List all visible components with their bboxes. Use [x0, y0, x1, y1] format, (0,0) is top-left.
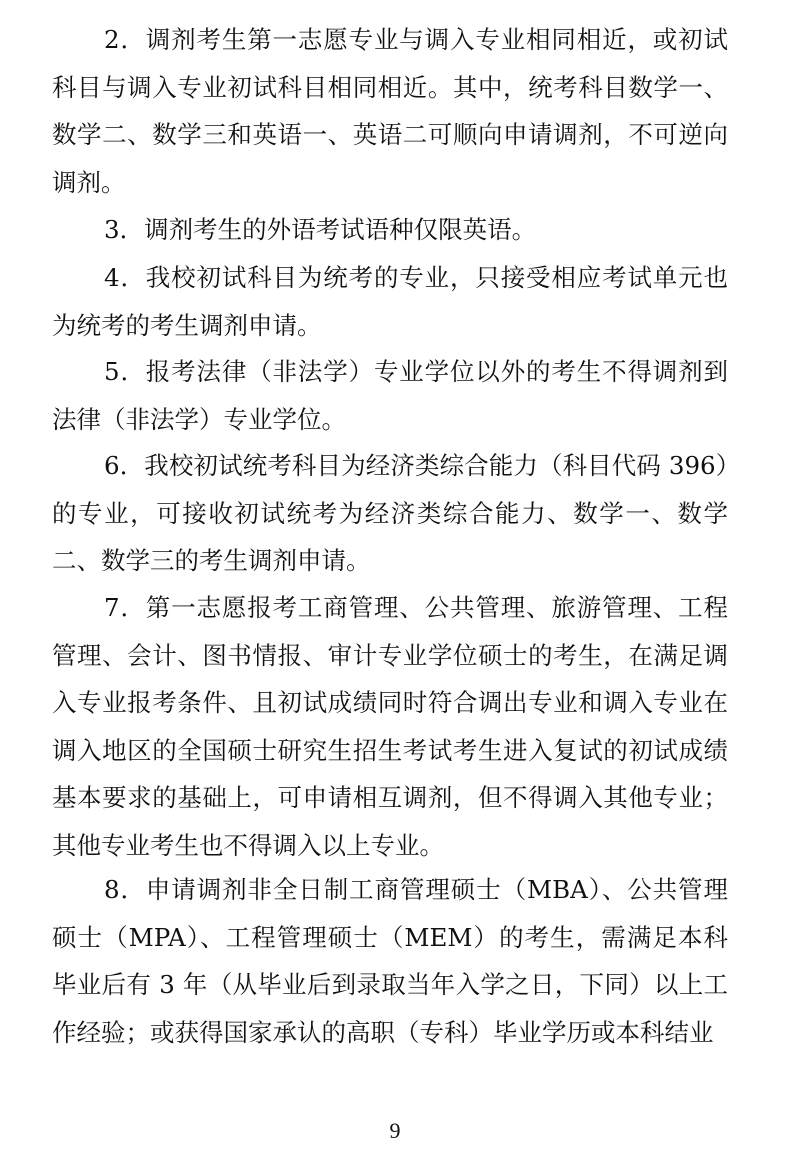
paragraph-item-4: 4．我校初试科目为统考的专业，只接受相应考试单元也为统考的考生调剂申请。 — [52, 263, 728, 340]
paragraph-item-2: 2．调剂考生第一志愿专业与调入专业相同相近，或初试科目与调入专业初试科目相同相近。其中，统考科目数学一、数学二、数学三和英语一、英语二可顺向申请调剂，不可逆向调剂。 — [52, 25, 728, 197]
paragraph-item-3: 3．调剂考生的外语考试语种仅限英语。 — [104, 215, 537, 244]
paragraph-item-7: 7．第一志愿报考工商管理、公共管理、旅游管理、工程管理、会计、图书情报、审计专业学位硕士的考生，在满足调入专业报考条件、且初试成绩同时符合调出专业和调入专业在调入地区的全国硕士研究生招生考试考生进入复试的初试成绩基本要求的基础上，可申请相互调剂，但不得调入其他专业；其他专业考生也不得调入以上专业。 — [52, 593, 728, 860]
paragraph-item-6: 6．我校初试统考科目为经济类综合能力（科目代码 396）的专业，可接收初试统考为经济类综合能力、数学一、数学二、数学三的考生调剂申请。 — [52, 451, 728, 575]
paragraph-item-5: 5．报考法律（非法学）专业学位以外的考生不得调剂到法律（非法学）专业学位。 — [52, 357, 728, 434]
paragraph-item-8: 8．申请调剂非全日制工商管理硕士（MBA）、公共管理硕士（MPA）、工程管理硕士（MEM）的考生，需满足本科毕业后有 3 年（从毕业后到录取当年入学之日，下同）以上工作经验；或获得国家承认的高职（专科）毕业学历或本科结业 — [52, 875, 728, 1047]
page-number: 9 — [389, 1118, 401, 1143]
